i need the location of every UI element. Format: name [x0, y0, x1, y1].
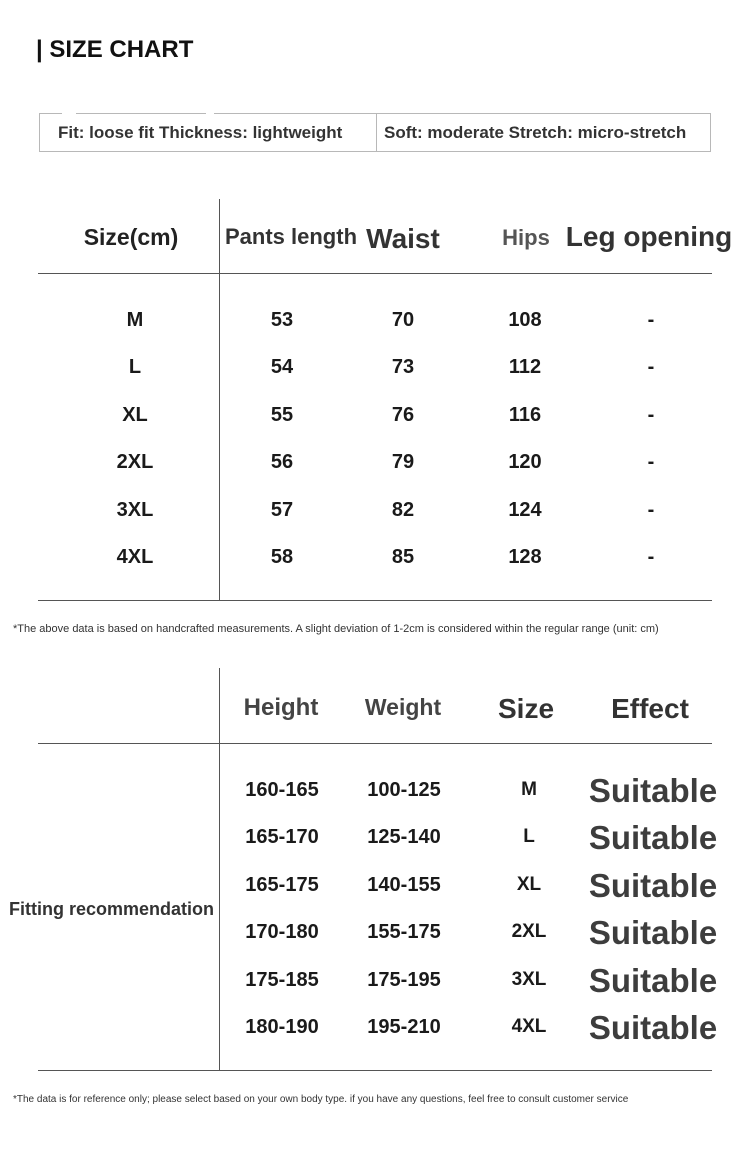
fit-cell-weight: 175-195	[367, 969, 441, 991]
page-title: | SIZE CHART	[36, 36, 194, 63]
fit-cell-weight: 125-140	[367, 826, 441, 848]
fit-table-note: *The data is for reference only; please select based on your own body type. if you have any questions, feel free to consult customer service	[13, 1094, 629, 1105]
attributes-fit-thickness: Fit: loose fit Thickness: lightweight	[58, 123, 343, 142]
attributes-soft-stretch: Soft: moderate Stretch: micro-stretch	[384, 123, 687, 142]
size-cell-leg-opening: -	[647, 356, 655, 378]
header-hips: Hips	[502, 225, 550, 250]
fit-cell-size: 2XL	[511, 921, 547, 942]
size-cell-pants-length: 54	[270, 356, 294, 378]
header-height: Height	[243, 694, 319, 721]
header-pants-length: Pants length	[224, 224, 358, 249]
fit-cell-height: 160-165	[245, 779, 319, 801]
fit-cell-size: M	[521, 779, 537, 800]
size-cell-pants-length: 58	[270, 546, 294, 568]
fit-cell-height: 170-180	[245, 921, 319, 943]
fit-cell-size: 4XL	[511, 1016, 547, 1037]
size-cell-size: 4XL	[116, 546, 154, 568]
header-effect: Effect	[611, 693, 689, 724]
size-cell-waist: 73	[391, 356, 415, 378]
size-cell-waist: 82	[391, 499, 415, 521]
fit-cell-weight: 140-155	[367, 874, 441, 896]
size-cell-waist: 70	[391, 309, 415, 331]
size-table-note: *The above data is based on handcrafted measurements. A slight deviation of 1-2cm is considered within the regular range (unit: cm)	[13, 623, 659, 635]
fit-cell-weight: 100-125	[367, 779, 441, 801]
size-cell-size: L	[128, 356, 142, 378]
size-cell-pants-length: 55	[270, 404, 294, 426]
size-cell-hips: 124	[508, 499, 542, 521]
fit-cell-effect: Suitable	[588, 819, 718, 856]
size-cell-waist: 76	[391, 404, 415, 426]
size-cell-size: 2XL	[116, 451, 154, 473]
fit-table-vertical-divider	[219, 668, 220, 1071]
header-weight: Weight	[364, 694, 442, 720]
fit-cell-effect: Suitable	[588, 914, 718, 951]
fitting-recommendation-label: Fitting recommendation	[9, 899, 215, 919]
size-cell-leg-opening: -	[647, 404, 655, 426]
size-cell-hips: 120	[508, 451, 542, 473]
size-cell-pants-length: 57	[270, 499, 294, 521]
fit-table-header-rule	[38, 743, 712, 744]
fit-cell-size: L	[523, 826, 535, 847]
fit-cell-effect: Suitable	[588, 962, 718, 999]
size-cell-leg-opening: -	[647, 309, 655, 331]
size-table-header-rule	[38, 273, 712, 274]
size-table-bottom-rule	[38, 600, 712, 601]
fit-cell-height: 165-175	[245, 874, 319, 896]
fit-cell-weight: 155-175	[367, 921, 441, 943]
header-size-cm: Size(cm)	[83, 224, 179, 250]
attributes-divider	[376, 113, 377, 152]
size-cell-hips: 116	[508, 404, 542, 426]
header-waist: Waist	[366, 223, 440, 254]
fit-cell-effect: Suitable	[588, 1009, 718, 1046]
size-cell-waist: 79	[391, 451, 415, 473]
size-cell-pants-length: 56	[270, 451, 294, 473]
header-size: Size	[497, 693, 555, 724]
size-table-vertical-divider	[219, 199, 220, 601]
size-cell-waist: 85	[391, 546, 415, 568]
size-cell-leg-opening: -	[647, 546, 655, 568]
fit-cell-height: 180-190	[245, 1016, 319, 1038]
attributes-box	[39, 113, 711, 152]
header-leg-opening: Leg opening	[565, 221, 733, 252]
fit-cell-weight: 195-210	[367, 1016, 441, 1038]
size-cell-hips: 128	[508, 546, 542, 568]
size-cell-pants-length: 53	[270, 309, 294, 331]
size-cell-leg-opening: -	[647, 451, 655, 473]
fit-cell-size: XL	[516, 874, 542, 895]
size-cell-size: 3XL	[116, 499, 154, 521]
fit-table-bottom-rule	[38, 1070, 712, 1071]
size-cell-size: XL	[122, 404, 148, 426]
size-cell-size: M	[126, 309, 144, 331]
size-cell-hips: 112	[508, 356, 542, 378]
fit-cell-effect: Suitable	[588, 867, 718, 904]
fit-cell-size: 3XL	[511, 969, 547, 990]
size-cell-leg-opening: -	[647, 499, 655, 521]
fit-cell-height: 175-185	[245, 969, 319, 991]
fit-cell-height: 165-170	[245, 826, 319, 848]
size-cell-hips: 108	[508, 309, 542, 331]
fit-cell-effect: Suitable	[588, 772, 718, 809]
